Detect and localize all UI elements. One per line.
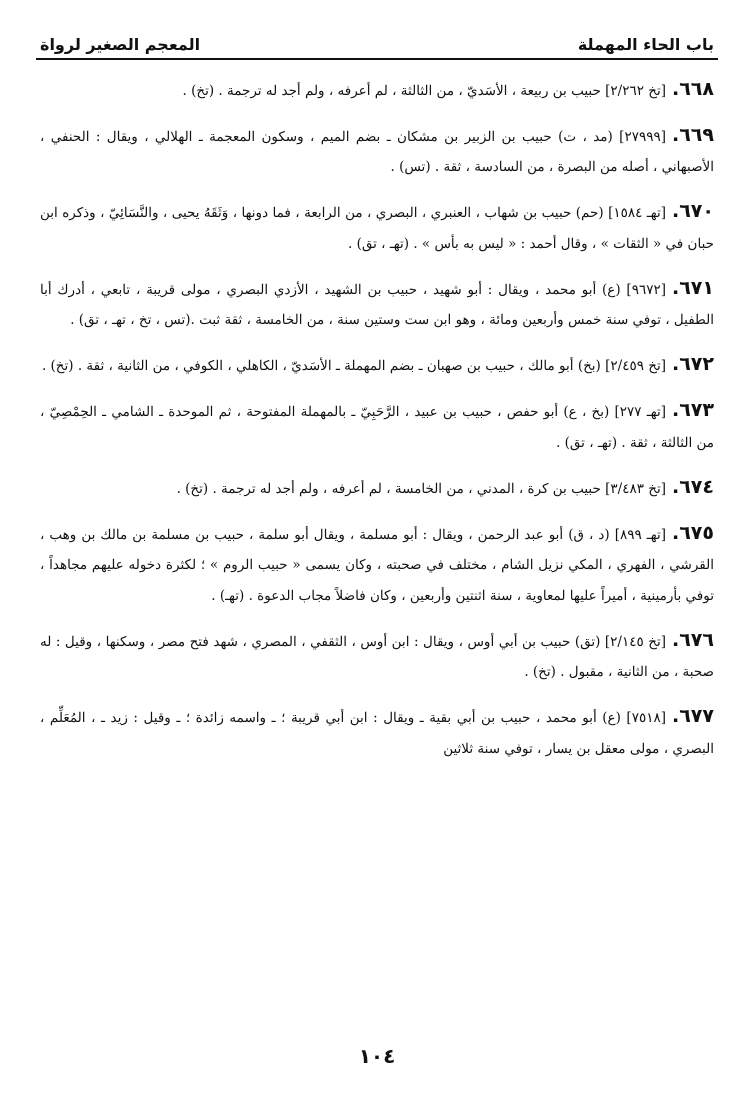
entry-text: [تخ ٢/١٤٥] (تق) حبيب بن أبي أوس ، ويقال : ابن أوس ، الثقفي ، المصري ، شهد فتح مصر ، وسكنها ، وقيل : له صحبة ، من الثانية ، مقبول . (تخ) .: [40, 633, 714, 680]
entry-677: [36, 701, 718, 764]
entry-text: [تهـ ٨٩٩] (د ، ق) أبو عبد الرحمن ، ويقال : أبو مسلمة ، ويقال أبو سلمة ، حبيب بن مسلمة بن مالك بن وهب ، القرشي ، الفهري ، المكي نزيل الشام ، مختلف في صحبته ، وكان يسمى « حبيب الروم » ؛ لكثرة دخوله عليهم مجاهداً ، توفي بأرمينية ، أميراً عليها لمعاوية ، سنة اثنتين وأربعين ، وكان فاضلاً مجاب الدعوة . (تهـ) .: [40, 526, 714, 604]
entry-676: [36, 625, 718, 688]
page-number: ١٠٤: [358, 1044, 396, 1068]
entry-number: ٦٧٤.: [671, 475, 714, 498]
entry-number: ٦٧٣.: [671, 399, 714, 421]
entry-670: [36, 196, 718, 259]
entry-674: [36, 472, 718, 505]
entry-text: [تهـ ٢٧٧] (بخ ، ع) أبو حفص ، حبيب بن عبيد ، الرَّحَبِيّ ـ بالمهملة المفتوحة ، ثم الموحدة ـ الشامي ـ الحِمْصِيّ ، من الثالثة ، ثقة . (تهـ ، تق) .: [40, 404, 714, 451]
book-title: المعجم الصغير لرواة: [40, 35, 201, 54]
entry-text: [تخ ٢/٢٦٢] حبيب بن ربيعة ، الأسَديّ ، من الثالثة ، لم أعرفه ، ولم أجد له ترجمة . (تخ) .: [182, 82, 666, 99]
entry-673: [36, 395, 718, 458]
entries-list: [36, 74, 718, 765]
entry-text: [تهـ ١٥٨٤] (حم) حبيب بن شهاب ، العنبري ، البصري ، من الرابعة ، فما دونها ، وَثَقَهُ يحيى ، والنَّسَائِيّ ، وذكره ابن حبان في « الثقات » ، وقال أحمد : « ليس به بأس » . (تهـ ، تق) .: [40, 205, 714, 252]
entry-675: [36, 518, 718, 612]
entry-number: ٦٧٧.: [671, 705, 714, 727]
entry-number: ٦٧٢.: [671, 353, 714, 375]
entry-text: [٩٦٧٢] (ع) أبو محمد ، ويقال : أبو شهيد ، حبيب بن الشهيد ، الأزدي البصري ، مولى قريبة ، تابعي ، أدرك أبا الطفيل ، توفي سنة خمس وأربعين ومائة ، وهو ابن ست وستين سنة ، من الخامسة ، ثقة ثبت .(تس ، تخ ، تهـ ، تق) .: [40, 281, 714, 328]
entry-number: ٦٧٠.: [671, 200, 714, 222]
page-header: [36, 22, 718, 60]
chapter-title: باب الحاء المهملة: [577, 35, 714, 54]
entry-669: [36, 120, 718, 183]
entry-number: ٦٦٩.: [671, 123, 714, 146]
entry-text: [٢٧٩٩٩] (مد ، ت) حبيب بن الزبير بن مشكان ـ بضم الميم ، وسكون المعجمة ـ الهلالي ، ويقال : الحنفي ، الأصبهاني ، أصله من البصرة ، من السادسة ، ثقة . (تس) .: [40, 128, 714, 175]
entry-number: ٦٧١.: [671, 276, 714, 299]
entry-text: [تخ ٢/٤٥٩] (بخ) أبو مالك ، حبيب بن صهبان ـ بضم المهملة ـ الأسَديّ ، الكاهلي ، الكوفي ، من الثانية ، ثقة . (تخ) .: [41, 358, 666, 374]
entry-672: [36, 349, 718, 382]
entry-text: [٧٥١٨] (ع) أبو محمد ، حبيب بن أبي بقية ـ ويقال : ابن أبي قريبة ؛ ـ واسمه زائدة ؛ ـ وقيل : زيد ـ ، المُعَلِّم ، البصري ، مولى معقل بن يسار ، توفي سنة ثلاثين: [40, 710, 714, 757]
entry-number: ٦٦٨.: [671, 77, 714, 100]
entry-text: [تخ ٣/٤٨٣] حبيب بن كرة ، المدني ، من الخامسة ، لم أعرفه ، ولم أجد له ترجمة . (تخ) .: [176, 480, 666, 497]
entry-671: [36, 273, 718, 336]
entry-668: [36, 74, 718, 107]
entry-number: ٦٧٦.: [671, 628, 714, 651]
entry-number: ٦٧٥.: [671, 521, 714, 544]
document-page: [36, 22, 718, 1082]
